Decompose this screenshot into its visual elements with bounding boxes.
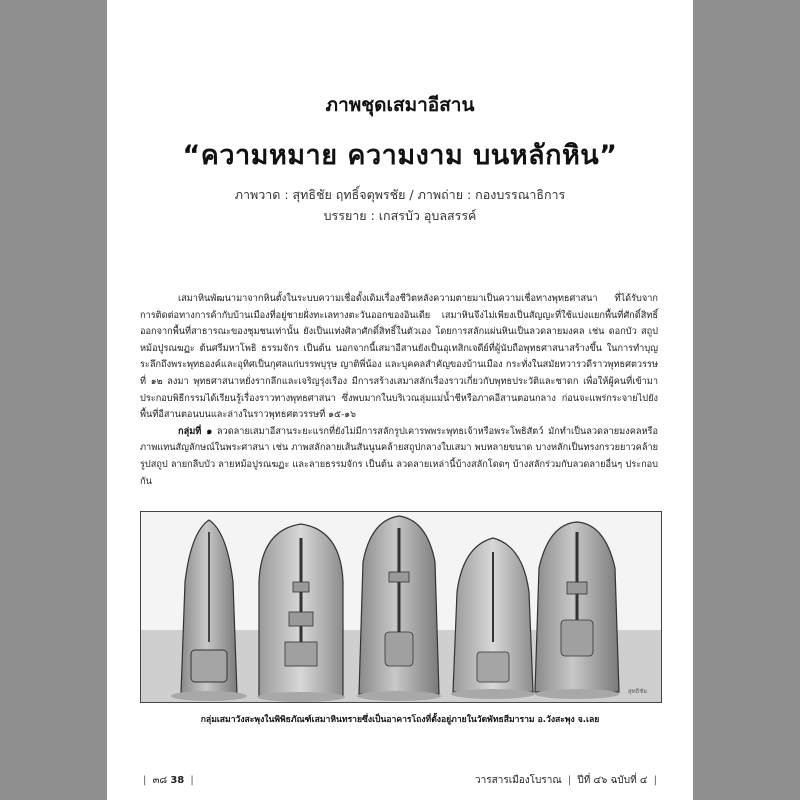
page-number-arabic: 38 [170,775,185,786]
sema-drawing [141,512,661,702]
artist-signature: สุทธิชัย [628,688,647,695]
sema-stone-3 [357,516,441,701]
main-title: “ความหมาย ความงาม บนหลักหิน” [182,140,618,171]
journal-name: วารสารเมืองโบราณ [475,775,562,786]
figure-caption: กลุ่มเสมาวังสะพุงในพิพิธภัณฑ์เสมาหินทรายซึ่งเป็นอาคารโถงที่ตั้งอยู่ภายในวัดพัทธสีมาราม อ.วังสะพุง จ.เลย [200,715,600,725]
section-title: ภาพชุดเสมาอีสาน [325,94,475,116]
article-body [140,291,658,490]
group-1-label: กลุ่มที่ ๑ [178,425,213,437]
paragraph-group-1 [140,424,658,490]
sema-stone-2 [257,524,345,702]
journal-issue: ปีที่ ๔๖ ฉบับที่ ๔ [577,775,648,786]
credits-line-illustration: ภาพวาด : สุทธิชัย ฤทธิ์จตุพรชัย / ภาพถ่าย : กองบรรณาธิการ [234,187,566,202]
paragraph-intro: เสมาหินพัฒนามาจากหินตั้งในระบบความเชื่อดั้งเดิมเรื่องชีวิตหลังความตายมาเป็นความเชื่อทางพุทธศาสนา ที่ได้รับจากการติดต่อทางการค้ากับบ้านเมืองที่อยู่ชายฝั่งทะเลทางตะวันออกของอินเดีย เสมาหินจึงไม่เพียงเป็นสัญญะที่ใช้แบ่งแยกพื้นที่ศักดิ์สิทธิ์ออกจากพื้นที่สาธารณะของชุมชนเท่านั้น ยังเป็นแท่งศิลาศักดิ์สิทธิ์ในตัวเอง โดยการสลักแผ่นหินเป็นลวดลายมงคล เช่น ดอกบัว สถูป หม้อปูรณฆฏะ ต้นศรีมหาโพธิ ธรรมจักร เป็นต้น นอกจากนี้เสมาอีสานยังเป็นอุเทสิกเจดีย์ที่ผู้นับถือพุทธศาสนาสร้างขึ้น ในการทำบุญระลึกถึงพระพุทธองค์และอุทิศเป็นกุศลแก่บรรพบุรุษ ญาติพี่น้อง และบุคคลสำคัญของบ้านเมือง กระทั่งในสมัยทวารวดีราวพุทธศตวรรษที่ ๑๒ ลงมา พุทธศาสนาหยั่งรากลึกและเจริญรุ่งเรือง มีการสร้างเสมาสลักเรื่องราวเกี่ยวกับพุทธประวัติและชาดก เพื่อให้ผู้คนที่เข้ามาประกอบพิธีกรรมได้เรียนรู้เรื่องราวทางพุทธศาสนา ซึ่งพบมากในบริเวณลุ่มแม่น้ำชีหรือภาคอีสานตอนกลาง ก่อนจะแพร่กระจายไปยังพื้นที่อีสานตอนบนและล่างในราวพุทธศตวรรษที่ ๑๕-๑๖ [140,293,658,421]
footer-page-number: | ๓๘ 38 | [143,775,194,786]
footer-journal: วารสารเมืองโบราณ | ปีที่ ๔๖ ฉบับที่ ๔ | [475,775,657,786]
credits-line-narration: บรรยาย : เกสรบัว อุบลสรรค์ [323,208,477,223]
page-number-thai: ๓๘ [152,775,168,786]
sema-illustration [140,511,662,703]
page [107,0,693,800]
sema-stone-5 [535,522,619,699]
group-1-text: ลวดลายเสมาอีสานระยะแรกที่ยังไม่มีการสลักรูปเคารพพระพุทธเจ้าหรือพระโพธิสัตว์ มักทำเป็นลวดลายมงคลหรือภาพแทนสัญลักษณ์ในพระศาสนา เช่น ภาพสลักลายเส้นสันนูนคล้ายสถูปกลางใบเสมา พบหลายขนาด บางหลักเป็นทรงกรวยยาวคล้ายรูปสถูป ลายกลีบบัว ลายหม้อปูรณฆฏะ และลายธรรมจักร เป็นต้น ลวดลายเหล่านี้บ้างสลักโดดๆ บ้างสลักร่วมกับลวดลายอื่นๆ ประกอบกัน [140,425,658,487]
credits [107,184,693,226]
